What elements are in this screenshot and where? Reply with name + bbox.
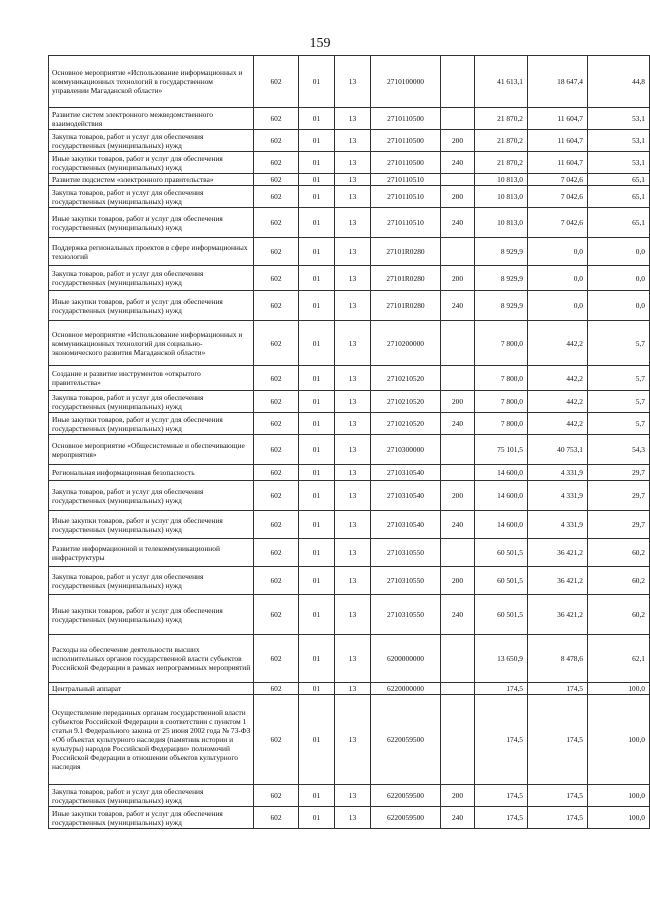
- page-number: 159: [309, 36, 331, 51]
- cell-rz: 01: [299, 595, 335, 635]
- table-row: [49, 266, 650, 291]
- cell-pr: 13: [335, 56, 371, 108]
- cell-fact: 11 604,7: [528, 130, 588, 152]
- cell-pct: 60,2: [588, 539, 650, 567]
- cell-fact: 18 647,4: [528, 56, 588, 108]
- cell-plan: 60 501,5: [475, 539, 528, 567]
- cell-plan: 60 501,5: [475, 595, 528, 635]
- cell-fact: 36 421,2: [528, 595, 588, 635]
- cell-csr: 2710210520: [371, 391, 441, 413]
- cell-name: Иные закупки товаров, работ и услуг для обеспечения государственных (муниципальных) нужд: [49, 595, 254, 635]
- cell-ved: 602: [254, 567, 299, 595]
- cell-plan: 21 870,2: [475, 108, 528, 130]
- cell-pr: 13: [335, 683, 371, 695]
- table-row: [49, 695, 650, 785]
- cell-plan: 174,5: [475, 683, 528, 695]
- cell-plan: 21 870,2: [475, 130, 528, 152]
- cell-rz: 01: [299, 321, 335, 366]
- cell-pr: 13: [335, 366, 371, 391]
- cell-csr: 6200000000: [371, 635, 441, 683]
- cell-rz: 01: [299, 366, 335, 391]
- cell-rz: 01: [299, 56, 335, 108]
- cell-pct: 65,1: [588, 186, 650, 208]
- cell-plan: 10 813,0: [475, 174, 528, 186]
- cell-plan: 10 813,0: [475, 208, 528, 238]
- cell-fact: 174,5: [528, 683, 588, 695]
- cell-pr: 13: [335, 465, 371, 481]
- cell-rz: 01: [299, 785, 335, 807]
- cell-csr: 2710110500: [371, 108, 441, 130]
- cell-plan: 174,5: [475, 807, 528, 829]
- cell-vr: 240: [441, 291, 475, 321]
- cell-name: Поддержка региональных проектов в сфере информационных технологий: [49, 238, 254, 266]
- cell-ved: 602: [254, 695, 299, 785]
- cell-plan: 10 813,0: [475, 186, 528, 208]
- cell-vr: 200: [441, 481, 475, 511]
- table-row: [49, 511, 650, 539]
- cell-rz: 01: [299, 465, 335, 481]
- cell-vr: [441, 695, 475, 785]
- cell-vr: [441, 366, 475, 391]
- cell-name: Иные закупки товаров, работ и услуг для обеспечения государственных (муниципальных) нужд: [49, 152, 254, 174]
- cell-fact: 11 604,7: [528, 108, 588, 130]
- cell-name: Осуществление переданных органам государственной власти субъектов Российской Федерации в соответствии с пунктом 1 статьи 9.1 Федерального закона от 25 июня 2002 года № 73-ФЗ «Об объектах культурного наследия (памятник истории и культуры) народов Российской Федерации» полномочий Российской Федерации в отношении объектов культурного наследия: [49, 695, 254, 785]
- cell-plan: 7 800,0: [475, 391, 528, 413]
- table-row: [49, 366, 650, 391]
- cell-vr: [441, 174, 475, 186]
- cell-name: Закупка товаров, работ и услуг для обеспечения государственных (муниципальных) нужд: [49, 391, 254, 413]
- cell-pr: 13: [335, 567, 371, 595]
- cell-csr: 27101R0280: [371, 238, 441, 266]
- cell-rz: 01: [299, 435, 335, 465]
- cell-csr: 2710210520: [371, 366, 441, 391]
- cell-pct: 0,0: [588, 291, 650, 321]
- cell-vr: [441, 465, 475, 481]
- cell-plan: 8 929,9: [475, 238, 528, 266]
- cell-ved: 602: [254, 595, 299, 635]
- cell-rz: 01: [299, 807, 335, 829]
- cell-name: Развитие подсистем «электронного правительства»: [49, 174, 254, 186]
- cell-pct: 5,7: [588, 391, 650, 413]
- cell-name: Иные закупки товаров, работ и услуг для обеспечения государственных (муниципальных) нужд: [49, 511, 254, 539]
- cell-rz: 01: [299, 291, 335, 321]
- cell-fact: 4 331,9: [528, 465, 588, 481]
- cell-rz: 01: [299, 539, 335, 567]
- cell-fact: 8 478,6: [528, 635, 588, 683]
- table-row: [49, 321, 650, 366]
- cell-vr: 200: [441, 266, 475, 291]
- cell-ved: 602: [254, 152, 299, 174]
- cell-pr: 13: [335, 785, 371, 807]
- cell-ved: 602: [254, 266, 299, 291]
- cell-csr: 2710110510: [371, 208, 441, 238]
- cell-pct: 5,7: [588, 321, 650, 366]
- cell-pr: 13: [335, 695, 371, 785]
- cell-name: Основное мероприятие «Использование информационных и коммуникационных технологий для социально-экономического развития Магаданской области»: [49, 321, 254, 366]
- cell-pr: 13: [335, 130, 371, 152]
- cell-csr: 6220059500: [371, 695, 441, 785]
- cell-name: Основное мероприятие «Общесистемные и обеспечивающие мероприятия»: [49, 435, 254, 465]
- cell-rz: 01: [299, 108, 335, 130]
- cell-plan: 21 870,2: [475, 152, 528, 174]
- cell-fact: 40 753,1: [528, 435, 588, 465]
- cell-ved: 602: [254, 635, 299, 683]
- cell-pct: 5,7: [588, 366, 650, 391]
- cell-rz: 01: [299, 208, 335, 238]
- cell-plan: 7 800,0: [475, 413, 528, 435]
- cell-fact: 442,2: [528, 366, 588, 391]
- cell-name: Иные закупки товаров, работ и услуг для обеспечения государственных (муниципальных) нужд: [49, 807, 254, 829]
- table-row: [49, 238, 650, 266]
- cell-plan: 7 800,0: [475, 366, 528, 391]
- cell-rz: 01: [299, 413, 335, 435]
- cell-pct: 29,7: [588, 481, 650, 511]
- cell-pct: 44,8: [588, 56, 650, 108]
- cell-csr: 2710310540: [371, 511, 441, 539]
- cell-ved: 602: [254, 511, 299, 539]
- cell-fact: 11 604,7: [528, 152, 588, 174]
- cell-ved: 602: [254, 186, 299, 208]
- cell-vr: 240: [441, 595, 475, 635]
- cell-rz: 01: [299, 391, 335, 413]
- cell-fact: 7 042,6: [528, 186, 588, 208]
- cell-name: Иные закупки товаров, работ и услуг для обеспечения государственных (муниципальных) нужд: [49, 208, 254, 238]
- cell-name: Иные закупки товаров, работ и услуг для обеспечения государственных (муниципальных) нужд: [49, 291, 254, 321]
- cell-csr: 2710200000: [371, 321, 441, 366]
- cell-plan: 8 929,9: [475, 266, 528, 291]
- cell-csr: 2710110500: [371, 152, 441, 174]
- cell-ved: 602: [254, 391, 299, 413]
- cell-rz: 01: [299, 238, 335, 266]
- cell-plan: 14 600,0: [475, 511, 528, 539]
- cell-fact: 0,0: [528, 238, 588, 266]
- cell-name: Закупка товаров, работ и услуг для обеспечения государственных (муниципальных) нужд: [49, 130, 254, 152]
- cell-name: Закупка товаров, работ и услуг для обеспечения государственных (муниципальных) нужд: [49, 785, 254, 807]
- table-row: [49, 391, 650, 413]
- cell-pr: 13: [335, 174, 371, 186]
- cell-pct: 29,7: [588, 511, 650, 539]
- cell-fact: 0,0: [528, 291, 588, 321]
- table-row: [49, 635, 650, 683]
- cell-csr: 2710310550: [371, 595, 441, 635]
- cell-vr: [441, 683, 475, 695]
- table-row: [49, 465, 650, 481]
- cell-rz: 01: [299, 635, 335, 683]
- table-row: [49, 683, 650, 695]
- cell-fact: 442,2: [528, 391, 588, 413]
- cell-ved: 602: [254, 174, 299, 186]
- cell-vr: 200: [441, 567, 475, 595]
- cell-rz: 01: [299, 174, 335, 186]
- cell-ved: 602: [254, 130, 299, 152]
- cell-name: Закупка товаров, работ и услуг для обеспечения государственных (муниципальных) нужд: [49, 186, 254, 208]
- cell-name: Развитие информационной и телекоммуникационной инфраструктуры: [49, 539, 254, 567]
- cell-plan: 75 101,5: [475, 435, 528, 465]
- table-row: [49, 481, 650, 511]
- cell-name: Развитие систем электронного межведомственного взаимодействия: [49, 108, 254, 130]
- cell-plan: 14 600,0: [475, 481, 528, 511]
- table-row: [49, 186, 650, 208]
- cell-name: Основное мероприятие «Использование информационных и коммуникационных технологий в государственном управлении Магаданской области»: [49, 56, 254, 108]
- cell-fact: 442,2: [528, 413, 588, 435]
- cell-ved: 602: [254, 56, 299, 108]
- cell-plan: 7 800,0: [475, 321, 528, 366]
- cell-pct: 65,1: [588, 208, 650, 238]
- cell-plan: 8 929,9: [475, 291, 528, 321]
- table-row: [49, 785, 650, 807]
- cell-plan: 13 650,9: [475, 635, 528, 683]
- cell-name: Расходы на обеспечение деятельности высших исполнительных органов государственной власти субъектов Российской Федерации в рамках непрограммных мероприятий: [49, 635, 254, 683]
- cell-pr: 13: [335, 539, 371, 567]
- cell-pr: 13: [335, 152, 371, 174]
- cell-rz: 01: [299, 511, 335, 539]
- cell-ved: 602: [254, 785, 299, 807]
- cell-name: Закупка товаров, работ и услуг для обеспечения государственных (муниципальных) нужд: [49, 567, 254, 595]
- cell-rz: 01: [299, 186, 335, 208]
- cell-name: Региональная информационная безопасность: [49, 465, 254, 481]
- cell-pr: 13: [335, 266, 371, 291]
- cell-ved: 602: [254, 321, 299, 366]
- cell-pr: 13: [335, 391, 371, 413]
- table-row: [49, 130, 650, 152]
- cell-ved: 602: [254, 208, 299, 238]
- cell-csr: 2710100000: [371, 56, 441, 108]
- cell-pr: 13: [335, 186, 371, 208]
- cell-pct: 5,7: [588, 413, 650, 435]
- cell-vr: 240: [441, 511, 475, 539]
- cell-vr: 240: [441, 152, 475, 174]
- cell-csr: 2710110510: [371, 186, 441, 208]
- cell-rz: 01: [299, 567, 335, 595]
- cell-pr: 13: [335, 595, 371, 635]
- cell-rz: 01: [299, 481, 335, 511]
- cell-ved: 602: [254, 807, 299, 829]
- cell-ved: 602: [254, 465, 299, 481]
- cell-ved: 602: [254, 366, 299, 391]
- cell-ved: 602: [254, 435, 299, 465]
- cell-vr: [441, 635, 475, 683]
- cell-ved: 602: [254, 481, 299, 511]
- cell-csr: 27101R0280: [371, 266, 441, 291]
- table-row: [49, 807, 650, 829]
- cell-pr: 13: [335, 321, 371, 366]
- cell-pct: 0,0: [588, 266, 650, 291]
- cell-ved: 602: [254, 108, 299, 130]
- cell-csr: 2710310540: [371, 481, 441, 511]
- table-row: [49, 152, 650, 174]
- cell-pct: 100,0: [588, 695, 650, 785]
- cell-rz: 01: [299, 152, 335, 174]
- cell-csr: 6220059500: [371, 807, 441, 829]
- cell-pct: 60,2: [588, 567, 650, 595]
- cell-csr: 2710310540: [371, 465, 441, 481]
- cell-csr: 27101R0280: [371, 291, 441, 321]
- cell-vr: [441, 108, 475, 130]
- cell-plan: 60 501,5: [475, 567, 528, 595]
- cell-vr: 200: [441, 785, 475, 807]
- table-row: [49, 567, 650, 595]
- cell-fact: 7 042,6: [528, 208, 588, 238]
- cell-pr: 13: [335, 511, 371, 539]
- cell-ved: 602: [254, 238, 299, 266]
- cell-pct: 0,0: [588, 238, 650, 266]
- cell-fact: 7 042,6: [528, 174, 588, 186]
- cell-rz: 01: [299, 266, 335, 291]
- cell-name: Закупка товаров, работ и услуг для обеспечения государственных (муниципальных) нужд: [49, 266, 254, 291]
- cell-pct: 100,0: [588, 785, 650, 807]
- cell-csr: 6220000000: [371, 683, 441, 695]
- cell-vr: 240: [441, 807, 475, 829]
- table-body: [49, 56, 650, 829]
- cell-csr: 6220059500: [371, 785, 441, 807]
- table-row: [49, 291, 650, 321]
- cell-fact: 442,2: [528, 321, 588, 366]
- cell-fact: 36 421,2: [528, 539, 588, 567]
- cell-pr: 13: [335, 481, 371, 511]
- cell-plan: 41 613,1: [475, 56, 528, 108]
- cell-fact: 4 331,9: [528, 511, 588, 539]
- cell-pct: 54,3: [588, 435, 650, 465]
- cell-pct: 100,0: [588, 683, 650, 695]
- cell-fact: 4 331,9: [528, 481, 588, 511]
- cell-vr: 240: [441, 208, 475, 238]
- cell-rz: 01: [299, 130, 335, 152]
- cell-pct: 62,1: [588, 635, 650, 683]
- cell-pr: 13: [335, 291, 371, 321]
- table-row: [49, 413, 650, 435]
- table-row: [49, 56, 650, 108]
- cell-pct: 60,2: [588, 595, 650, 635]
- cell-fact: 36 421,2: [528, 567, 588, 595]
- cell-vr: [441, 321, 475, 366]
- cell-vr: 200: [441, 130, 475, 152]
- cell-pr: 13: [335, 413, 371, 435]
- table-row: [49, 208, 650, 238]
- cell-csr: 2710110510: [371, 174, 441, 186]
- table-row: [49, 595, 650, 635]
- cell-fact: 174,5: [528, 695, 588, 785]
- budget-table: [48, 55, 650, 829]
- cell-pct: 29,7: [588, 465, 650, 481]
- cell-ved: 602: [254, 413, 299, 435]
- cell-fact: 174,5: [528, 807, 588, 829]
- cell-vr: 200: [441, 391, 475, 413]
- cell-name: Создание и развитие инструментов «открытого правительства»: [49, 366, 254, 391]
- cell-plan: 174,5: [475, 785, 528, 807]
- cell-vr: 240: [441, 413, 475, 435]
- cell-pct: 100,0: [588, 807, 650, 829]
- table-row: [49, 174, 650, 186]
- cell-pct: 53,1: [588, 152, 650, 174]
- cell-pr: 13: [335, 238, 371, 266]
- cell-pct: 53,1: [588, 108, 650, 130]
- cell-rz: 01: [299, 683, 335, 695]
- cell-vr: [441, 435, 475, 465]
- cell-pct: 65,1: [588, 174, 650, 186]
- cell-plan: 14 600,0: [475, 465, 528, 481]
- cell-vr: [441, 56, 475, 108]
- cell-vr: [441, 539, 475, 567]
- cell-ved: 602: [254, 539, 299, 567]
- cell-name: Иные закупки товаров, работ и услуг для обеспечения государственных (муниципальных) нужд: [49, 413, 254, 435]
- cell-rz: 01: [299, 695, 335, 785]
- cell-csr: 2710300000: [371, 435, 441, 465]
- cell-pr: 13: [335, 108, 371, 130]
- cell-pct: 53,1: [588, 130, 650, 152]
- cell-fact: 0,0: [528, 266, 588, 291]
- cell-pr: 13: [335, 435, 371, 465]
- cell-ved: 602: [254, 683, 299, 695]
- cell-csr: 2710210520: [371, 413, 441, 435]
- cell-fact: 174,5: [528, 785, 588, 807]
- cell-name: Закупка товаров, работ и услуг для обеспечения государственных (муниципальных) нужд: [49, 481, 254, 511]
- cell-plan: 174,5: [475, 695, 528, 785]
- cell-pr: 13: [335, 208, 371, 238]
- cell-pr: 13: [335, 635, 371, 683]
- cell-pr: 13: [335, 807, 371, 829]
- cell-csr: 2710310550: [371, 539, 441, 567]
- cell-csr: 2710110500: [371, 130, 441, 152]
- table-row: [49, 435, 650, 465]
- cell-csr: 2710310550: [371, 567, 441, 595]
- table-row: [49, 539, 650, 567]
- cell-ved: 602: [254, 291, 299, 321]
- table-row: [49, 108, 650, 130]
- cell-vr: 200: [441, 186, 475, 208]
- cell-vr: [441, 238, 475, 266]
- cell-name: Центральный аппарат: [49, 683, 254, 695]
